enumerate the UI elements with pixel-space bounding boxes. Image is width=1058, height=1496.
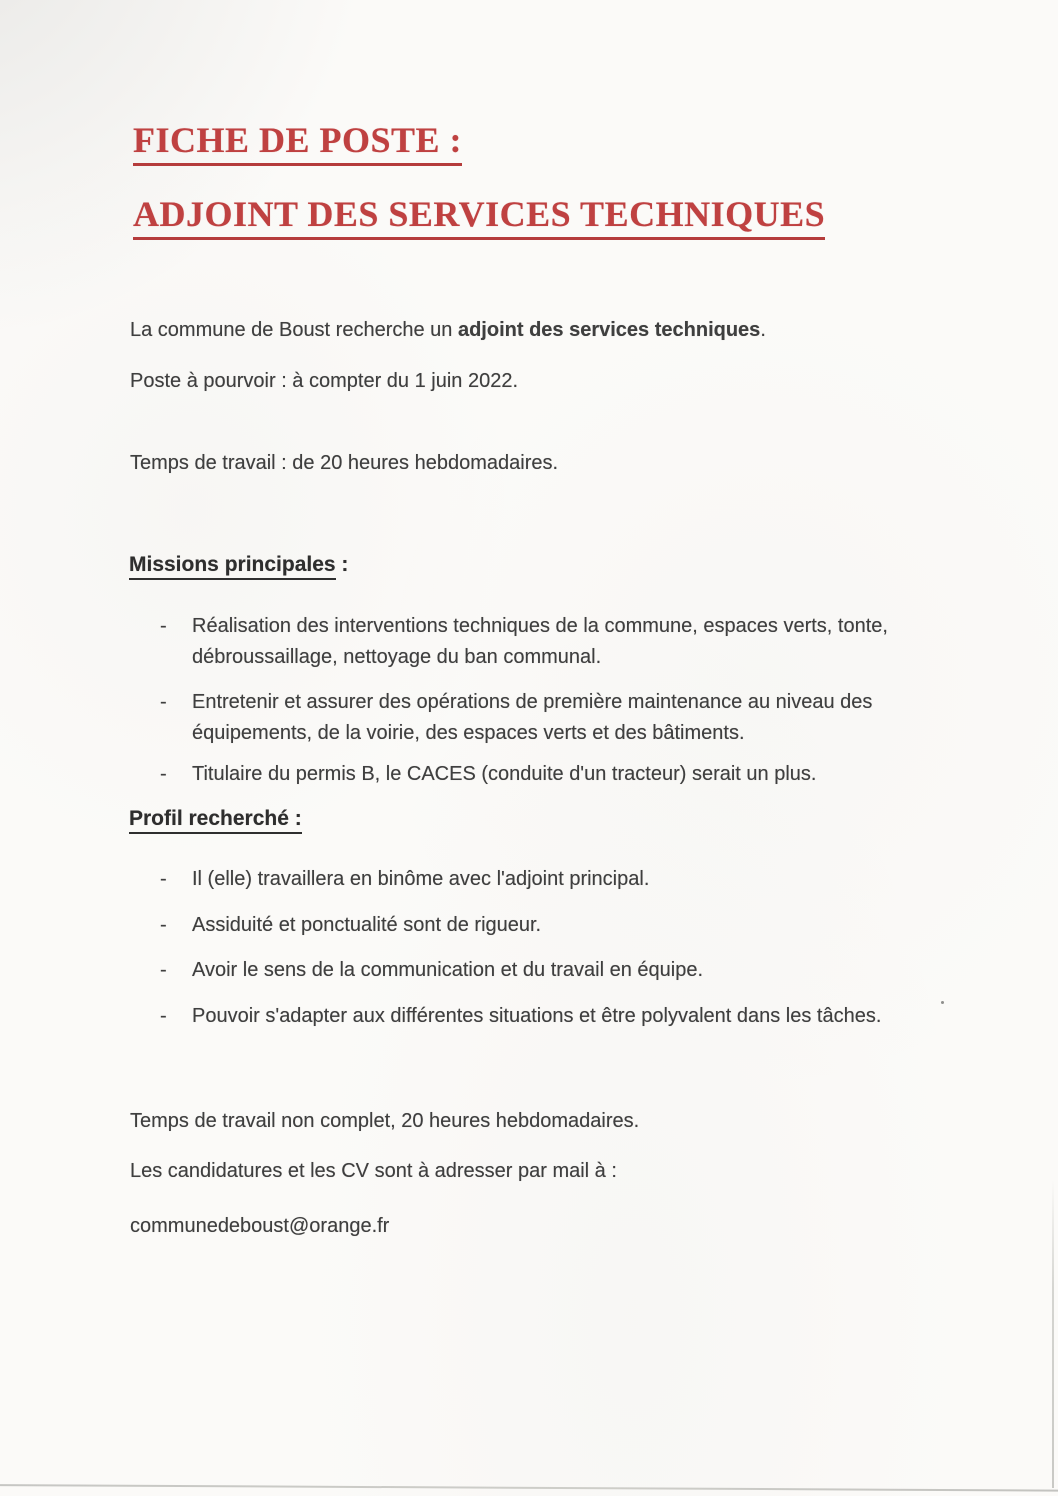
list-item-text: Pouvoir s'adapter aux différentes situations et être polyvalent dans les tâches. xyxy=(192,1005,882,1027)
intro-paragraph xyxy=(130,315,766,345)
doc-subtitle xyxy=(133,196,825,234)
paper-bottom-edge xyxy=(0,1484,1058,1492)
bullet-dash: - xyxy=(160,763,167,785)
list-item xyxy=(130,611,990,673)
scan-speck-artifact xyxy=(941,1001,944,1004)
doc-title xyxy=(133,122,462,160)
paper-right-edge xyxy=(1052,1180,1054,1488)
list-item xyxy=(130,687,990,749)
list-item xyxy=(130,910,990,941)
bullet-dash: - xyxy=(160,1005,167,1027)
intro-text-prefix: La commune de Boust recherche un xyxy=(130,319,458,341)
missions-heading-text: Missions principales xyxy=(129,553,336,580)
start-date-paragraph: Poste à pourvoir : à compter du 1 juin 2022. xyxy=(130,370,519,392)
bullet-dash: - xyxy=(160,868,167,890)
profile-heading-text: Profil recherché : xyxy=(129,807,302,834)
work-hours-paragraph: Temps de travail : de 20 heures hebdomadaires. xyxy=(130,452,559,474)
bullet-dash: - xyxy=(160,615,167,637)
doc-subtitle-text: ADJOINT DES SERVICES TECHNIQUES xyxy=(133,194,825,240)
list-item-text: Assiduité et ponctualité sont de rigueur. xyxy=(192,914,542,936)
list-item xyxy=(130,759,990,790)
part-time-paragraph: Temps de travail non complet, 20 heures hebdomadaires. xyxy=(130,1110,640,1132)
bullet-dash: - xyxy=(160,914,167,936)
list-item-text: Entretenir et assurer des opérations de première maintenance au niveau des équipements, de la voirie, des espaces verts et des bâtiments. xyxy=(192,691,873,744)
list-item xyxy=(130,864,990,895)
list-item-text: Titulaire du permis B, le CACES (conduite d'un tracteur) serait un plus. xyxy=(192,763,817,785)
missions-heading-colon: : xyxy=(335,553,349,576)
list-item-text: Réalisation des interventions techniques de la commune, espaces verts, tonte, débroussaillage, nettoyage du ban communal. xyxy=(192,615,888,668)
missions-section-heading xyxy=(129,551,348,579)
contact-email: communedeboust@orange.fr xyxy=(130,1215,390,1237)
profile-section-heading xyxy=(129,805,302,833)
intro-text-suffix: . xyxy=(760,319,766,341)
bullet-dash: - xyxy=(160,691,167,713)
doc-title-text: FICHE DE POSTE : xyxy=(133,120,462,166)
list-item-text: Il (elle) travaillera en binôme avec l'adjoint principal. xyxy=(192,868,650,890)
application-instructions-paragraph: Les candidatures et les CV sont à adresser par mail à : xyxy=(130,1160,617,1182)
intro-text-bold: adjoint des services techniques xyxy=(457,319,761,341)
list-item xyxy=(130,955,990,986)
list-item-text: Avoir le sens de la communication et du travail en équipe. xyxy=(192,959,704,981)
bullet-dash: - xyxy=(160,959,167,981)
list-item xyxy=(130,1001,990,1032)
